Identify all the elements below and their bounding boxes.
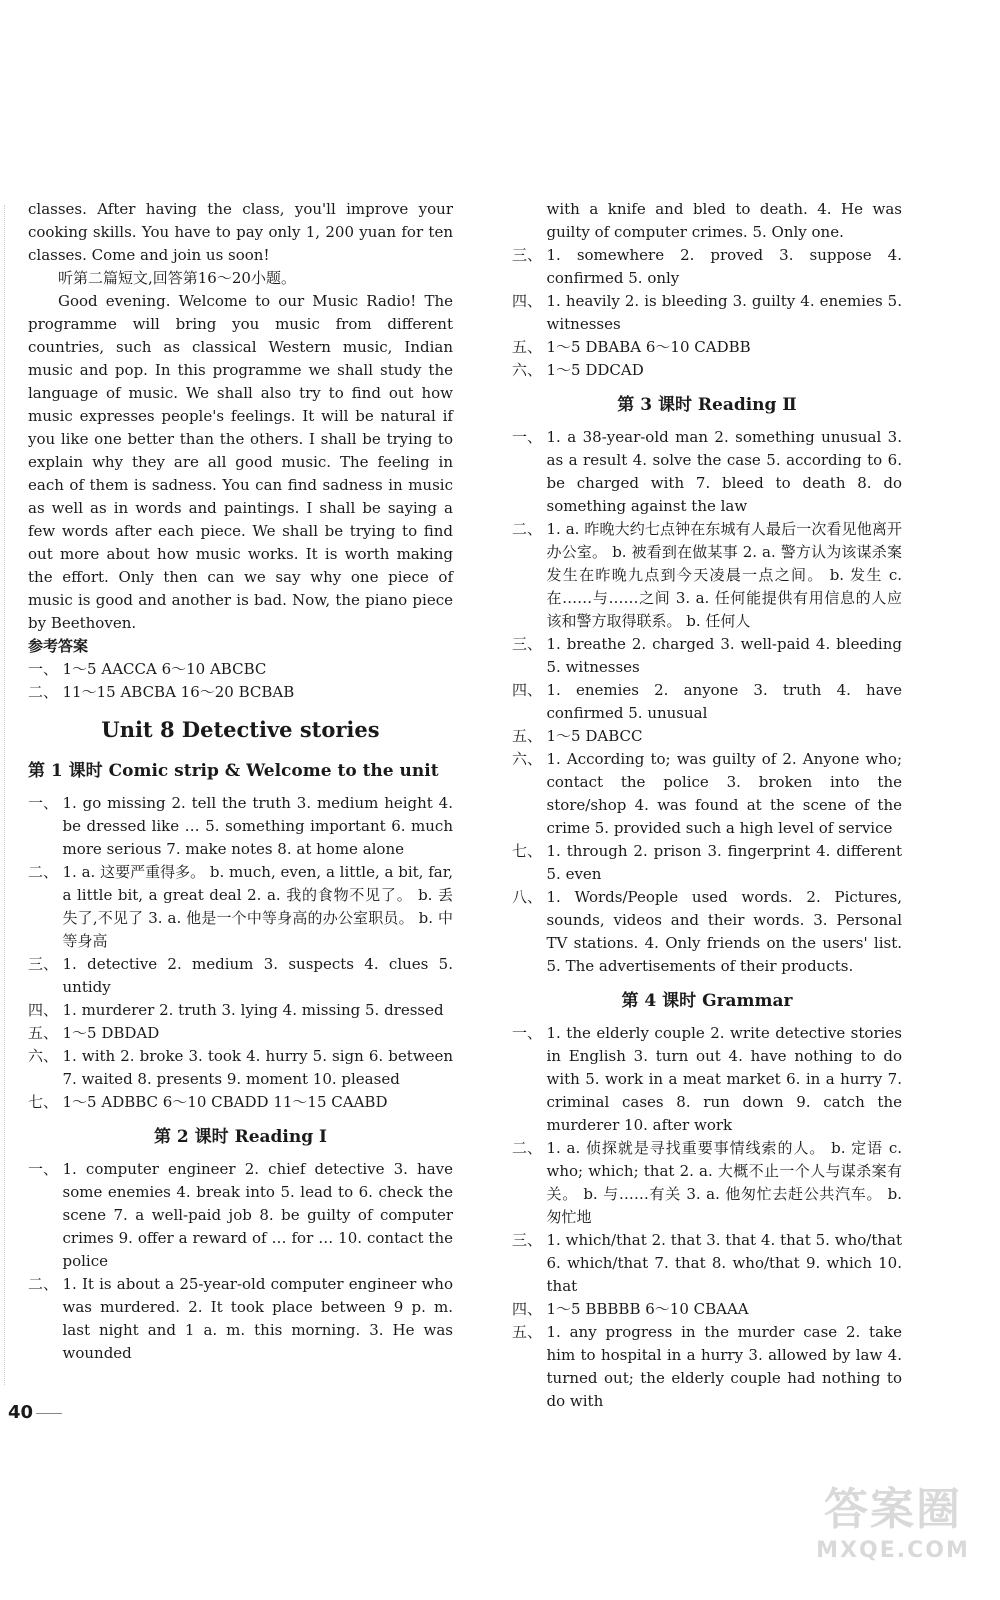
lesson-2-title: 第 2 课时 Reading Ⅰ — [153, 1127, 327, 1147]
answer-row — [512, 1298, 902, 1321]
section-label: 五、 — [512, 1323, 543, 1341]
answer-text: 1. go missing 2. tell the truth 3. medium height 4. be dressed like … 5. something important 6. much more serious 7. make notes 8. at home alone — [62, 794, 453, 858]
answer-text: 1. a. 昨晚大约七点钟在东城有人最后一次看见他离开办公室。 b. 被看到在做某事 2. a. 警方认为该谋杀案发生在昨晚九点到今天凌晨一点之间。 b. 发生 c. 在……与……之间 3. a. 任何能提供有用信息的人应该和警方取得联系。 b. 任何人 — [546, 520, 902, 630]
section-label: 三、 — [512, 1231, 543, 1249]
left-column — [28, 198, 453, 1365]
answer-text: 1. murderer 2. truth 3. lying 4. missing 5. dressed — [62, 1001, 444, 1019]
answer-row — [28, 1273, 453, 1365]
section-label: 二、 — [512, 520, 543, 538]
answer-row — [512, 426, 902, 518]
answer-text: 1. any progress in the murder case 2. take him to hospital in a hurry 3. allowed by law 4. turned out; the elderly couple had nothing to do with — [546, 1323, 902, 1410]
page-number: 40 — [8, 1402, 34, 1423]
lesson-4-answers — [512, 1022, 902, 1413]
lesson-4-title: 第 4 课时 Grammar — [621, 991, 793, 1011]
answer-text: 1～5 DABCC — [546, 727, 643, 745]
answer-row — [512, 336, 902, 359]
watermark-url: MXQE.COM — [816, 1538, 970, 1563]
answer-text: 1～5 AACCA 6～10 ABCBC — [62, 660, 267, 678]
lesson-3-title: 第 3 课时 Reading Ⅱ — [617, 395, 797, 415]
lesson-3-answers — [512, 426, 902, 978]
answer-text: 1. with 2. broke 3. took 4. hurry 5. sign 6. between 7. waited 8. presents 9. moment 10. pleased — [62, 1047, 453, 1088]
watermark-text: 答案圈 — [824, 1484, 962, 1535]
section-label: 一、 — [28, 660, 59, 678]
answer-row — [512, 748, 902, 840]
section-label: 一、 — [28, 794, 59, 812]
section-label: 五、 — [512, 727, 543, 745]
answer-text: 1. computer engineer 2. chief detective 3. have some enemies 4. break into 5. lead to 6. check the scene 7. a well-paid job 8. be guilty of computer crimes 9. offer a reward of … for … 10. contact the police — [62, 1160, 453, 1270]
section-label: 二、 — [28, 683, 59, 701]
margin-dotted-line — [4, 205, 11, 1385]
answer-row — [28, 999, 453, 1022]
section-label: 四、 — [512, 681, 543, 699]
answer-text: 1. a. 侦探就是寻找重要事情线索的人。 b. 定语 c. who; which; that 2. a. 大概不止一个人与谋杀案有关。 b. 与……有关 3. a. 他匆忙去赶公共汽车。 b. 匆忙地 — [546, 1139, 902, 1226]
answer-row — [512, 725, 902, 748]
answer-row — [28, 1158, 453, 1273]
answer-text: 1. a. 这要严重得多。 b. much, even, a little, a bit, far, a little bit, a great deal 2. a. 我的食物不见了。 b. 丢失了,不见了 3. a. 他是一个中等身高的办公室职员。 b. 中等身高 — [62, 863, 453, 950]
lesson-2-continued-text: with a knife and bled to death. 4. He was guilty of computer crimes. 5. Only one. — [546, 200, 902, 241]
reference-answers-list — [28, 658, 453, 704]
section-label: 四、 — [512, 292, 543, 310]
reference-answers-title: 参考答案 — [28, 637, 89, 655]
answer-row — [28, 681, 453, 704]
section-label: 二、 — [28, 863, 59, 881]
section-label: 三、 — [512, 246, 543, 264]
lesson-1-title: 第 1 课时 Comic strip & Welcome to the unit — [28, 761, 439, 781]
section-label: 七、 — [28, 1093, 59, 1111]
answer-row — [512, 1137, 902, 1229]
section-label: 三、 — [512, 635, 543, 653]
answer-row — [512, 244, 902, 290]
answer-text: 1. which/that 2. that 3. that 4. that 5. who/that 6. which/that 7. that 8. who/that 9. which 10. that — [546, 1231, 902, 1295]
section-label: 五、 — [512, 338, 543, 356]
answer-text: 1～5 DDCAD — [546, 361, 644, 379]
watermark-logo — [808, 1482, 978, 1592]
section-label: 五、 — [28, 1024, 59, 1042]
answer-row — [512, 840, 902, 886]
answer-text: 1. Words/People used words. 2. Pictures, sounds, videos and their words. 3. Personal TV stations. 4. Only friends on the users' list. 5. The advertisements of their products. — [546, 888, 902, 975]
lesson-2-answers — [28, 1158, 453, 1365]
right-column — [512, 198, 902, 1413]
answer-text: 1. detective 2. medium 3. suspects 4. clues 5. untidy — [62, 955, 453, 996]
section-label: 一、 — [28, 1160, 59, 1178]
answer-row — [512, 290, 902, 336]
answer-row — [28, 1022, 453, 1045]
answer-row — [28, 658, 453, 681]
answer-row — [512, 633, 902, 679]
section-label: 三、 — [28, 955, 59, 973]
answer-row — [28, 792, 453, 861]
listening-passage: Good evening. Welcome to our Music Radio! The programme will bring you music from different countries, such as classical Western music, Indian music and pop. In this programme we shall study the language of music. We shall also try to find out how music expresses people's feelings. It will be natural if you like one better than the others. I shall be trying to explain why they are all good music. The feeling in each of them is sadness. You can find sadness in music as well as in words and paintings. I shall be saying a few words after each piece. We shall be trying to find out more about how music works. It is worth making the effort. Only then can we say why one piece of music is good and another is bad. Now, the piano piece by Beethoven. — [28, 292, 453, 632]
answer-row — [28, 861, 453, 953]
section-label: 六、 — [28, 1047, 59, 1065]
section-label: 四、 — [28, 1001, 59, 1019]
answer-text: 1～5 BBBBB 6～10 CBAAA — [546, 1300, 749, 1318]
answer-row — [28, 1045, 453, 1091]
answer-row — [28, 953, 453, 999]
answer-text: 1. through 2. prison 3. fingerprint 4. different 5. even — [546, 842, 902, 883]
answer-row — [512, 886, 902, 978]
listening-text-end: classes. After having the class, you'll improve your cooking skills. You have to pay only 1, 200 yuan for ten classes. Come and join us soon! — [28, 200, 453, 264]
answer-row — [512, 359, 902, 382]
answer-text: 1. heavily 2. is bleeding 3. guilty 4. enemies 5. witnesses — [546, 292, 902, 333]
section-label: 二、 — [28, 1275, 59, 1293]
answer-row — [512, 1321, 902, 1413]
answer-text: 1～5 DBABA 6～10 CADBB — [546, 338, 751, 356]
listening-instruction: 听第二篇短文,回答第16～20小题。 — [58, 269, 296, 287]
section-label: 七、 — [512, 842, 543, 860]
section-label: 四、 — [512, 1300, 543, 1318]
section-label: 二、 — [512, 1139, 543, 1157]
answer-text: 1. the elderly couple 2. write detective stories in English 3. turn out 4. have nothing to do with 5. work in a meat market 6. in a hurry 7. criminal cases 8. run down 9. catch the murderer 10. after work — [546, 1024, 902, 1134]
answer-text: 1～5 DBDAD — [62, 1024, 160, 1042]
section-label: 六、 — [512, 361, 543, 379]
answer-text: 1. According to; was guilty of 2. Anyone who; contact the police 3. broken into the store/shop 4. was found at the scene of the crime 5. provided such a high level of service — [546, 750, 902, 837]
section-label: 一、 — [512, 1024, 543, 1042]
answer-text: 1～5 ADBBC 6～10 CBADD 11～15 CAABD — [62, 1093, 388, 1111]
answer-row — [512, 1022, 902, 1137]
lesson-1-answers — [28, 792, 453, 1114]
lesson-2-answers-continued — [512, 244, 902, 382]
answer-row — [512, 518, 902, 633]
answer-row — [28, 1091, 453, 1114]
answer-text: 1. enemies 2. anyone 3. truth 4. have confirmed 5. unusual — [546, 681, 902, 722]
answer-text: 11～15 ABCBA 16～20 BCBAB — [62, 683, 295, 701]
answer-text: 1. a 38-year-old man 2. something unusual 3. as a result 4. solve the case 5. according to 6. be charged with 7. bleed to death 8. do something against the law — [546, 428, 902, 515]
answer-text: 1. breathe 2. charged 3. well-paid 4. bleeding 5. witnesses — [546, 635, 902, 676]
answer-row — [512, 679, 902, 725]
page-number-rule — [36, 1413, 62, 1414]
unit-title: Unit 8 Detective stories — [101, 717, 380, 742]
section-label: 一、 — [512, 428, 543, 446]
answer-text: 1. It is about a 25-year-old computer engineer who was murdered. 2. It took place between 9 p. m. last night and 1 a. m. this morning. 3. He was wounded — [62, 1275, 453, 1362]
answer-row — [512, 1229, 902, 1298]
section-label: 八、 — [512, 888, 543, 906]
answer-text: 1. somewhere 2. proved 3. suppose 4. confirmed 5. only — [546, 246, 902, 287]
section-label: 六、 — [512, 750, 543, 768]
